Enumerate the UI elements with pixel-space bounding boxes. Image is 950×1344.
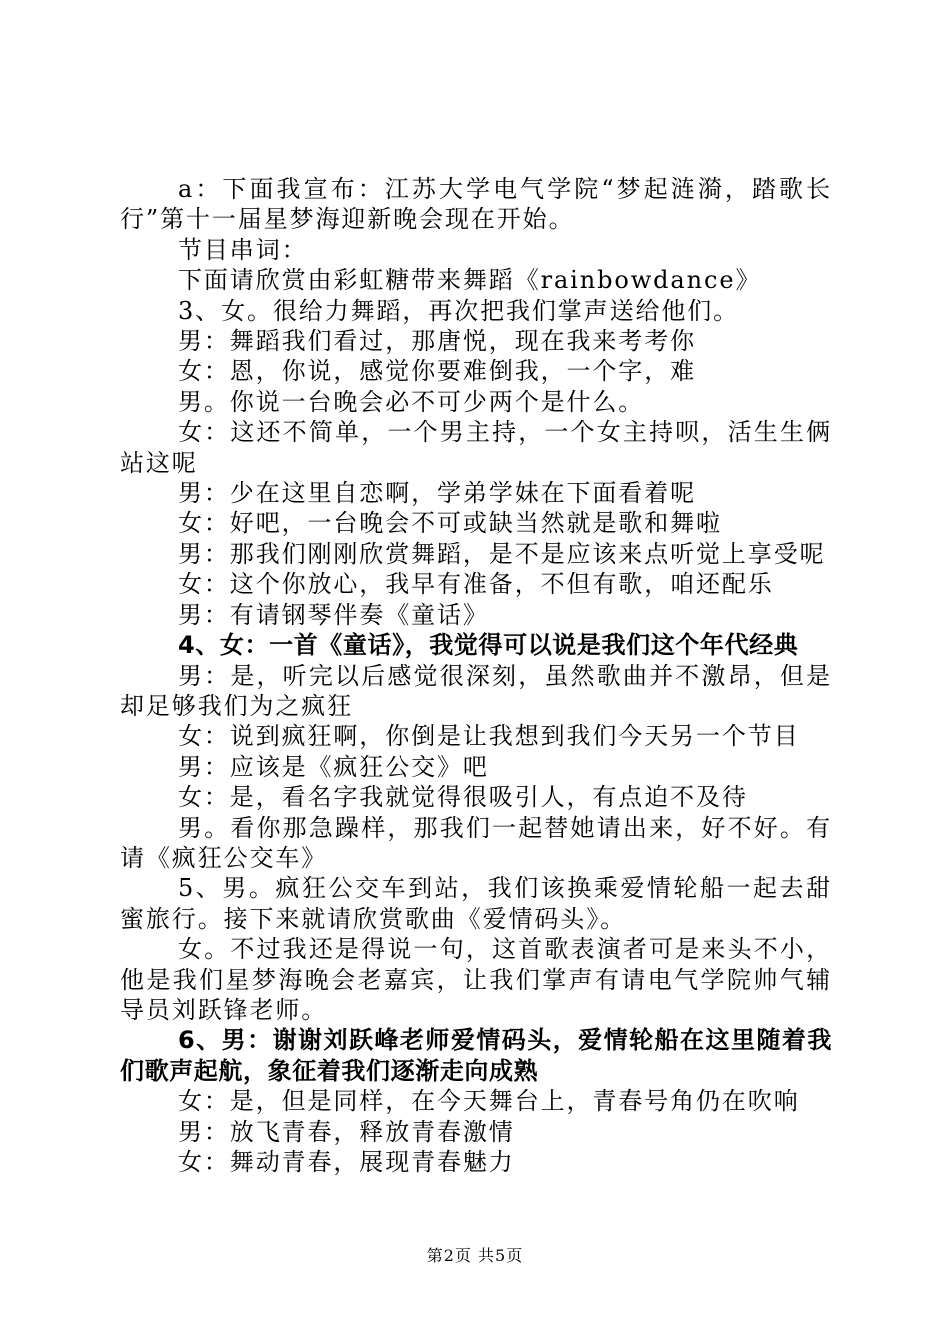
paragraph-announcement: a：下面我宣布：江苏大学电气学院“梦起涟漪，踏歌长行”第十一届星梦海迎新晚会现在开始。 (120, 175, 832, 234)
paragraph-line-bold: 4、女：一首《童话》，我觉得可以说是我们这个年代经典 (178, 631, 799, 660)
paragraph-line: 女：是，但是同样，在今天舞台上，青春号角仍在吹响 (178, 1087, 800, 1116)
paragraph-line: 女：说到疯狂啊，你倒是让我想到我们今天另一个节目 (178, 722, 800, 751)
paragraph-line: 男：是，听完以后感觉很深刻，虽然歌曲并不激昂，但是却足够我们为之疯狂 (120, 661, 832, 720)
paragraph-line: 男：那我们刚刚欣赏舞蹈，是不是应该来点听觉上享受呢 (178, 539, 826, 568)
page-number-footer: 第2页 共5页 (426, 1246, 524, 1265)
paragraph-line: 女：这个你放心，我早有准备，不但有歌，咱还配乐 (178, 570, 774, 599)
document-body (120, 174, 832, 1177)
paragraph-line: 3、女。很给力舞蹈，再次把我们掌声送给他们。 (178, 296, 740, 325)
paragraph-line: 下面请欣赏由彩虹糖带来舞蹈《rainbowdance》 (178, 266, 762, 295)
paragraph-line: 女：好吧，一台晚会不可或缺当然就是歌和舞啦 (178, 509, 722, 538)
paragraph-line: 男：放飞青春，释放青春激情 (178, 1117, 515, 1146)
paragraph-section-heading: 节目串词： (178, 235, 308, 264)
paragraph-line: 女：是，看名字我就觉得很吸引人，有点迫不及待 (178, 783, 748, 812)
paragraph-line: 5、男。疯狂公交车到站，我们该换乘爱情轮船一起去甜蜜旅行。接下来就请欣赏歌曲《爱情码头》。 (120, 874, 832, 933)
paragraph-line-bold: 6、男：谢谢刘跃峰老师爱情码头，爱情轮船在这里随着我们歌声起航，象征着我们逐渐走向成熟 (120, 1026, 832, 1085)
paragraph-line: 女。不过我还是得说一句，这首歌表演者可是来头不小，他是我们星梦海晚会老嘉宾，让我们掌声有请电气学院帅气辅导员刘跃锋老师。 (120, 935, 832, 1024)
paragraph-line: 女：恩，你说，感觉你要难倒我，一个字，难 (178, 357, 696, 386)
paragraph-line: 男。你说一台晚会必不可少两个是什么。 (178, 387, 645, 416)
paragraph-line: 男：应该是《疯狂公交》吧 (178, 752, 489, 781)
paragraph-line: 男。看你那急躁样，那我们一起替她请出来，好不好。有请《疯狂公交车》 (120, 813, 832, 872)
paragraph-line: 男：少在这里自恋啊，学弟学妹在下面看着呢 (178, 479, 696, 508)
paragraph-line: 女：这还不简单，一个男主持，一个女主持呗，活生生俩站这呢 (120, 418, 832, 477)
paragraph-line: 女：舞动青春，展现青春魅力 (178, 1148, 515, 1176)
paragraph-line: 男：有请钢琴伴奏《童话》 (178, 600, 489, 629)
paragraph-line: 男：舞蹈我们看过，那唐悦，现在我来考考你 (178, 327, 696, 356)
